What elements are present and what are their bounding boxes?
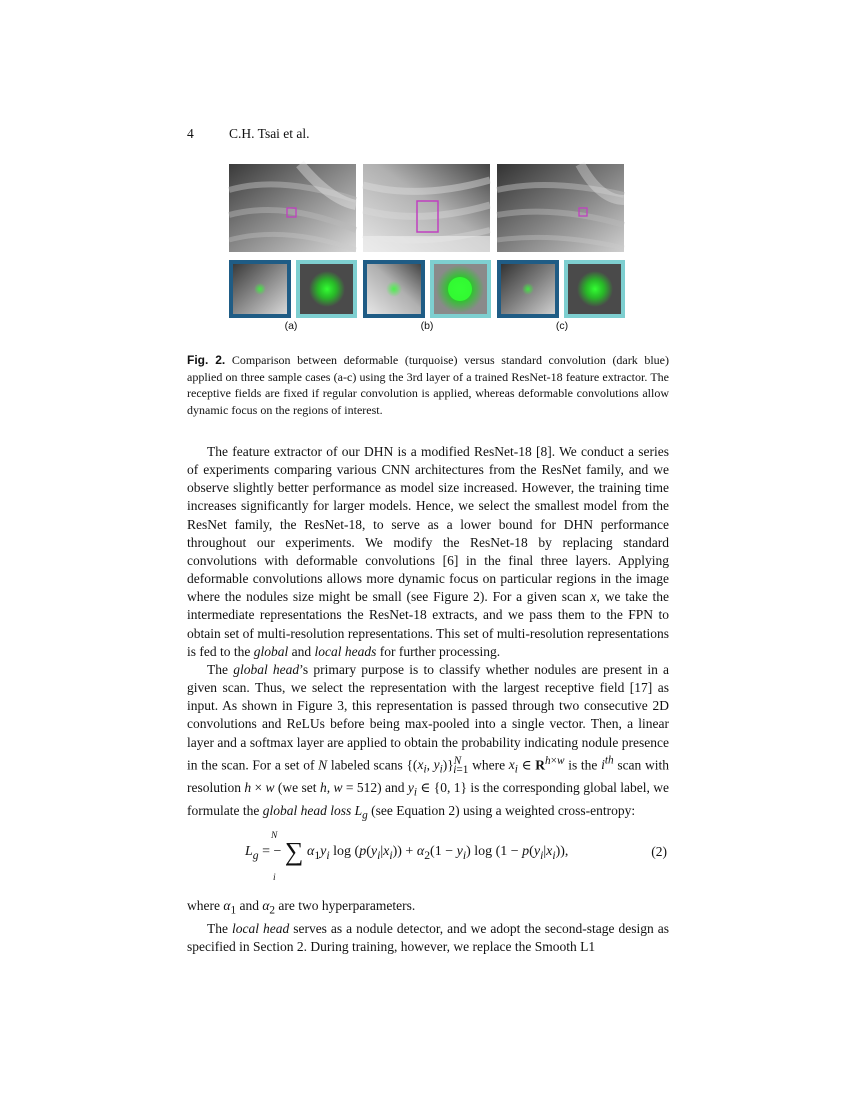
crop-a-standard <box>229 260 291 318</box>
subfigure-label-a: (a) <box>284 320 298 332</box>
figure-caption <box>187 352 669 418</box>
subfigure-label-b: (b) <box>420 320 434 332</box>
subfigure-label-c: (c) <box>555 320 569 332</box>
page-number: 4 <box>187 126 194 141</box>
paragraph-3: The local head serves as a nodule detector, and we adopt the second-stage design as specified in Section 2. During training, however, we replace the Smooth L1 <box>187 920 669 954</box>
xray-b-full <box>363 164 490 252</box>
author-line: C.H. Tsai et al. <box>229 126 310 141</box>
crop-a-deformable <box>296 260 357 318</box>
paragraph-1: The feature extractor of our DHN is a modified ResNet-18 [8]. We conduct a series of experiments comparing various CNN architectures from the ResNet family, and we observe slightly better performance as model size increased. However, the training time increases significantly for larger models. Hence, we select the smallest model from the ResNet family, the ResNet-18, to serve as a lower bound for DHN performance throughout our experiments. We modify the ResNet-18 by replacing standard convolutions with deformable convolutions [6] in the final three layers. Applying deformable convolutions allows more dynamic focus on particular regions in the image where the nodules size might be small (see Figure 2). For a given scan x, we take the intermediate representations the ResNet-18 extracts, and we pass them to the FPN to obtain set of multi-resolution representations. This set of multi-resolution representations is fed to the global and local heads for further processing. <box>187 444 670 659</box>
equation-number: (2) <box>651 843 667 859</box>
crop-b-standard <box>363 260 425 318</box>
body-text <box>187 443 669 956</box>
crop-c-standard <box>497 260 559 318</box>
crop-c-deformable <box>564 260 625 318</box>
xray-a-full <box>229 164 356 252</box>
figure-graphics <box>0 0 850 340</box>
paragraph-2: The global head’s primary purpose is to classify whether nodules are present in a given scan. Thus, we select the representation with the largest receptive field [17] as input. As shown in Figure 3, this representation is passed through two consecutive 2D convolutions and ReLUs before being max-pooled into a single vector. Then, a linear layer and a softmax layer are applied to obtain the probability indicating nodule presence in the scan. For a set of N labeled scans {($x_i$, $y_i)\}^N_{i=1}$ where $x_i$ ∈ $R^{h\times w}$ is the $i^{th}$ scan with resolution h × w (we set h, w = 512) and $y_i$ ∈ {0, 1} is the corresponding global label, we formulate the global head loss $L_g$ (see Equation 2) using a weighted cross-entropy: <box>187 661 670 822</box>
equation-2: N $L_g$ = − ∑ $\alpha_1y_i$ $\log (p(y_i|x_i)) + \alpha_2(1 - y_i)$ $\log (1 - p(y_i|x_i))$, i (2) <box>245 830 667 883</box>
figure-2 <box>0 0 850 340</box>
paragraph-after-equation: where $\alpha_1$ and $\alpha_2$ are two hyperparameters. <box>187 897 416 917</box>
xray-c-full <box>497 164 624 252</box>
caption-label: Fig. 2. <box>187 353 226 367</box>
caption-text: Comparison between deformable (turquoise) versus standard convolution (dark blue) applied on three sample cases (a-c) using the 3rd layer of a trained ResNet-18 feature extractor. The receptive fields are fixed if regular convolution is applied, whereas deformable convolutions allow dynamic focus on the regions of interest. <box>187 353 669 417</box>
crop-b-deformable <box>430 260 491 318</box>
